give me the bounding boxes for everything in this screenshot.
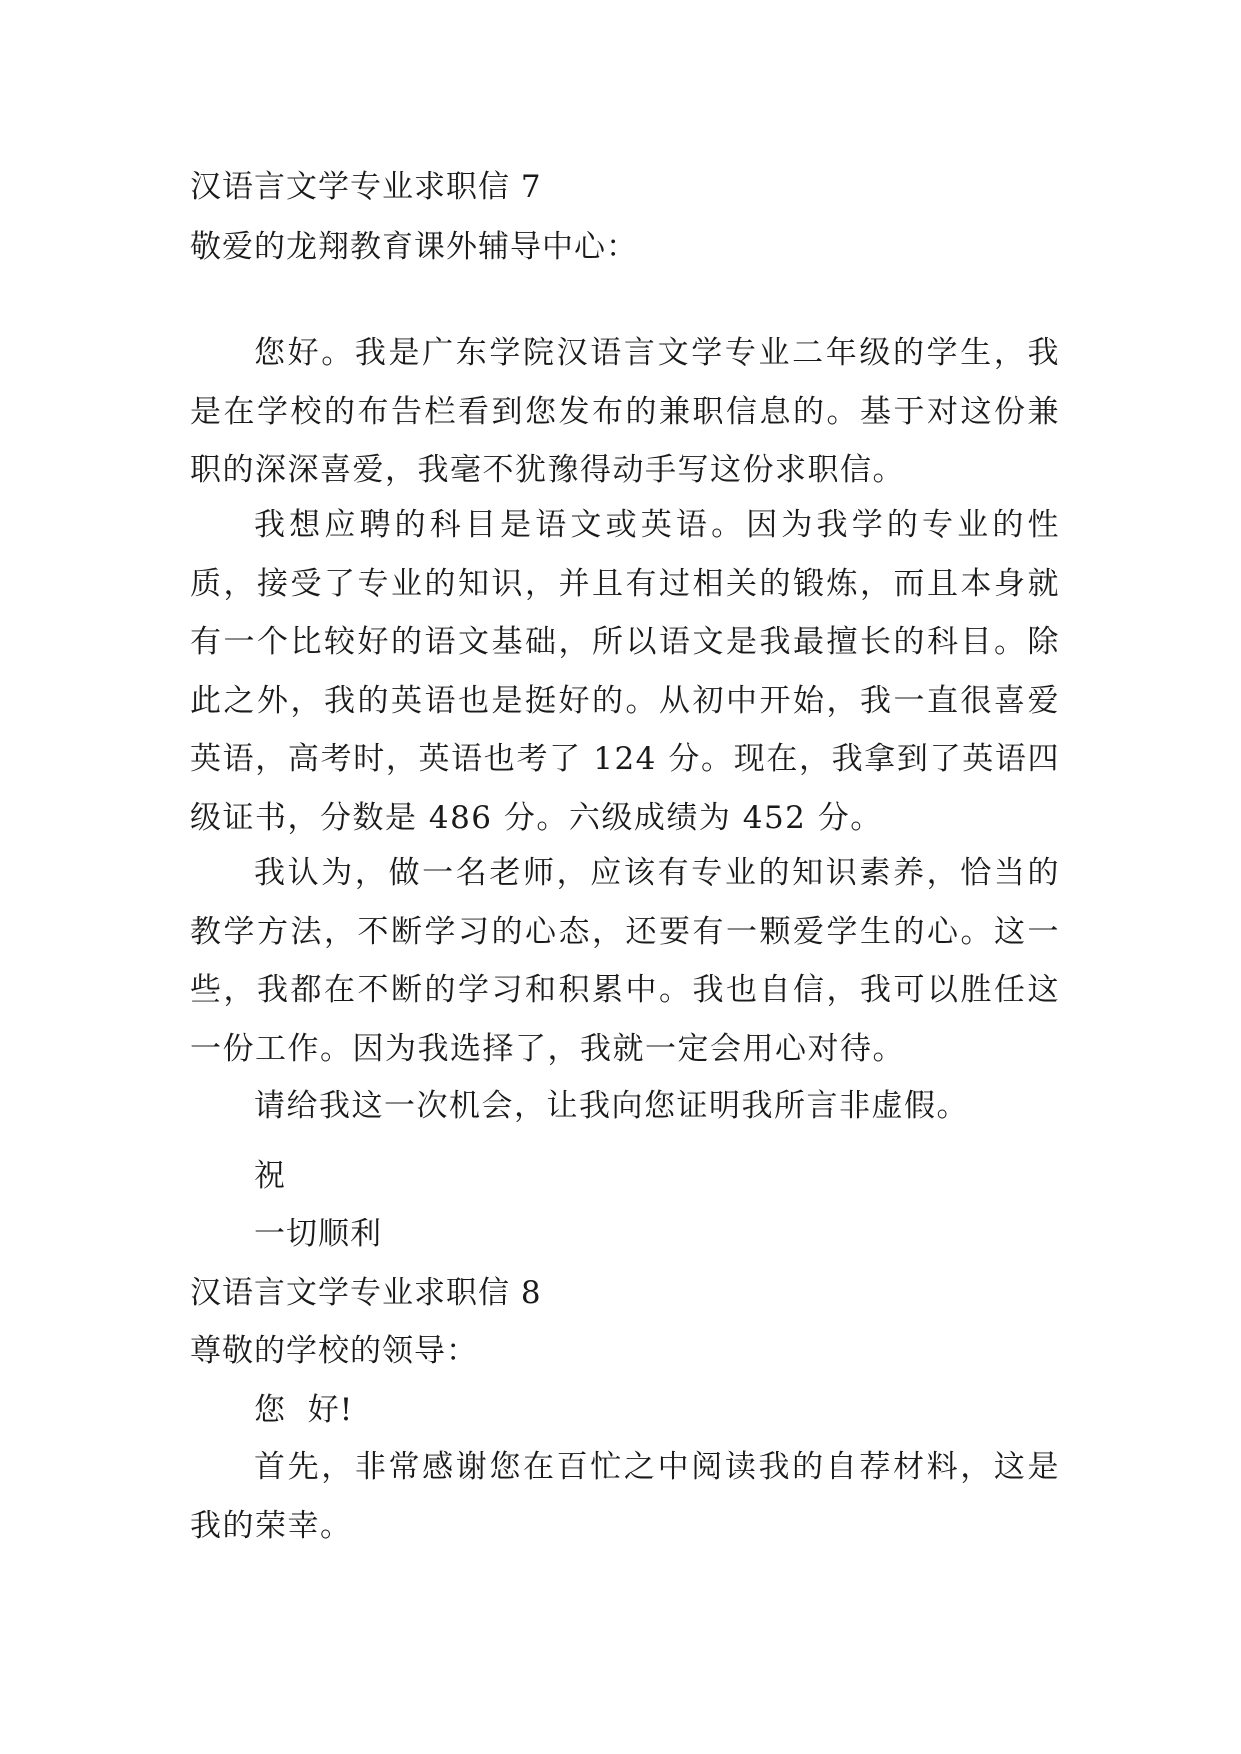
letter8-paragraph-1: 首先，非常感谢您在百忙之中阅读我的自荐材料，这是我的荣幸。 <box>190 1449 1060 1544</box>
letter8-salutation: 尊敬的学校的领导： <box>190 1333 478 1369</box>
letter7-title: 汉语言文学专业求职信 7 <box>190 169 542 205</box>
letter7-salutation: 敬爱的龙翔教育课外辅导中心： <box>190 229 638 265</box>
document-page <box>190 0 1070 1754</box>
letter8-greeting: 您 好! <box>254 1392 354 1428</box>
letter8-title: 汉语言文学专业求职信 8 <box>190 1275 542 1311</box>
letter7-paragraph-3: 我认为，做一名老师，应该有专业的知识素养，恰当的教学方法，不断学习的心态，还要有一颗爱学生的心。这一些，我都在不断的学习和积累中。我也自信，我可以胜任这一份工作。因为我选择了，我就一定会用心对待。 <box>190 855 1060 1067</box>
letter7-closing-wish: 祝 <box>254 1158 286 1194</box>
letter7-paragraph-1: 您好。我是广东学院汉语言文学专业二年级的学生，我是在学校的布告栏看到您发布的兼职信息的。基于对这份兼职的深深喜爱，我毫不犹豫得动手写这份求职信。 <box>190 335 1060 488</box>
letter7-closing-regards: 一切顺利 <box>254 1216 382 1252</box>
letter7-paragraph-2: 我想应聘的科目是语文或英语。因为我学的专业的性质，接受了专业的知识，并且有过相关的锻炼，而且本身就有一个比较好的语文基础，所以语文是我最擅长的科目。除此之外，我的英语也是挺好的。从初中开始，我一直很喜爱英语，高考时，英语也考了 124 分。现在，我拿到了英语四级证书，分数是 486 分。六级成绩为 452 分。 <box>190 507 1060 836</box>
letter7-paragraph-4: 请给我这一次机会，让我向您证明我所言非虚假。 <box>254 1088 969 1124</box>
